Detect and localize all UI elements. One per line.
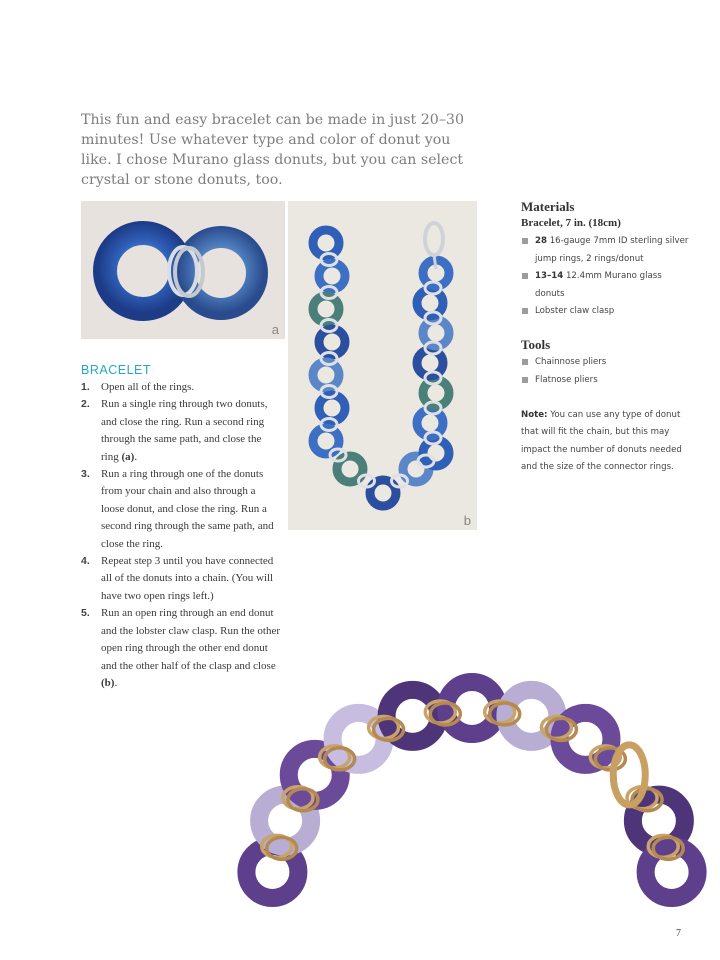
materials-item bbox=[521, 303, 691, 321]
materials-item bbox=[521, 233, 691, 268]
donut bbox=[319, 395, 345, 421]
step-number: 1. bbox=[81, 381, 90, 393]
materials-text: 16-gauge 7mm ID sterling silver jump rings, 2 rings/donut bbox=[535, 236, 689, 264]
donut bbox=[319, 263, 345, 289]
step-number: 2. bbox=[81, 398, 90, 411]
donut bbox=[313, 362, 339, 388]
bracelet-steps bbox=[81, 379, 281, 692]
step-text: Run an open ring through an end donut and the lobster claw clasp. Run the other open ring through the other end donut and the other half of the clasp and close bbox=[101, 607, 281, 672]
note-paragraph bbox=[521, 407, 691, 476]
blue-bracelet-image bbox=[288, 201, 477, 530]
materials-qty: 13–14 bbox=[535, 271, 564, 281]
photo-b bbox=[288, 201, 477, 530]
page-number: 7 bbox=[676, 928, 681, 939]
photo-a-label: a bbox=[271, 322, 279, 337]
donut bbox=[313, 296, 339, 322]
purple-bracelet-image bbox=[232, 668, 720, 960]
step-item bbox=[81, 466, 281, 553]
step-text-end: . bbox=[114, 676, 118, 689]
two-donuts-image bbox=[81, 201, 285, 339]
materials-title: Materials bbox=[521, 199, 575, 214]
step-text: Run a ring through one of the donuts from your chain and also through a loose donut, and close the ring. Run a second ring through the same path, and close the ring. bbox=[101, 468, 274, 550]
materials-qty: 28 bbox=[535, 236, 547, 246]
step-figure-ref: (a) bbox=[121, 450, 135, 463]
step-text-end: . bbox=[134, 450, 138, 463]
tools-title: Tools bbox=[521, 337, 551, 352]
clasp bbox=[613, 745, 645, 805]
note-label: Note: bbox=[521, 410, 548, 420]
photo-a bbox=[81, 201, 285, 339]
tools-item: Flatnose pliers bbox=[521, 372, 691, 390]
tools-item: Chainnose pliers bbox=[521, 354, 691, 372]
step-text: Run a single ring through two donuts, and close the ring. Run a second ring through the same path, and close the ring bbox=[101, 398, 268, 463]
materials-item bbox=[521, 268, 691, 303]
purple-bracelet-photo bbox=[232, 668, 720, 960]
step-number: 3. bbox=[81, 468, 90, 481]
note-text: You can use any type of donut that will fit the chain, but this may impact the number of donuts needed and the size of the connector rings. bbox=[521, 410, 682, 472]
step-figure-ref: (b) bbox=[101, 676, 115, 689]
step-number: 5. bbox=[81, 607, 90, 620]
step-item bbox=[81, 553, 281, 605]
materials-text: Lobster claw clasp bbox=[535, 306, 615, 316]
step-item bbox=[81, 396, 281, 466]
step-text: Open all of the rings. bbox=[101, 381, 195, 393]
tools-list bbox=[521, 354, 691, 389]
donut bbox=[319, 329, 345, 355]
clasp-link bbox=[434, 255, 436, 269]
step-number: 4. bbox=[81, 555, 90, 568]
clasp bbox=[425, 223, 443, 255]
bracelet-section-title: BRACELET bbox=[81, 363, 151, 377]
intro-paragraph: This fun and easy bracelet can be made in just 20–30 minutes! Use whatever type and color of donut you like. I chose Murano glass donuts, but you can select crystal or stone donuts, too. bbox=[81, 112, 464, 188]
materials-text: 12.4mm Murano glass donuts bbox=[535, 271, 662, 299]
step-item bbox=[81, 379, 281, 396]
photo-b-label: b bbox=[463, 513, 471, 528]
materials-list bbox=[521, 233, 691, 321]
materials-subtitle: Bracelet, 7 in. (18cm) bbox=[521, 217, 621, 229]
step-text: Repeat step 3 until you have connected all of the donuts into a chain. (You will have two open rings left.) bbox=[101, 555, 274, 602]
donut bbox=[313, 230, 339, 256]
